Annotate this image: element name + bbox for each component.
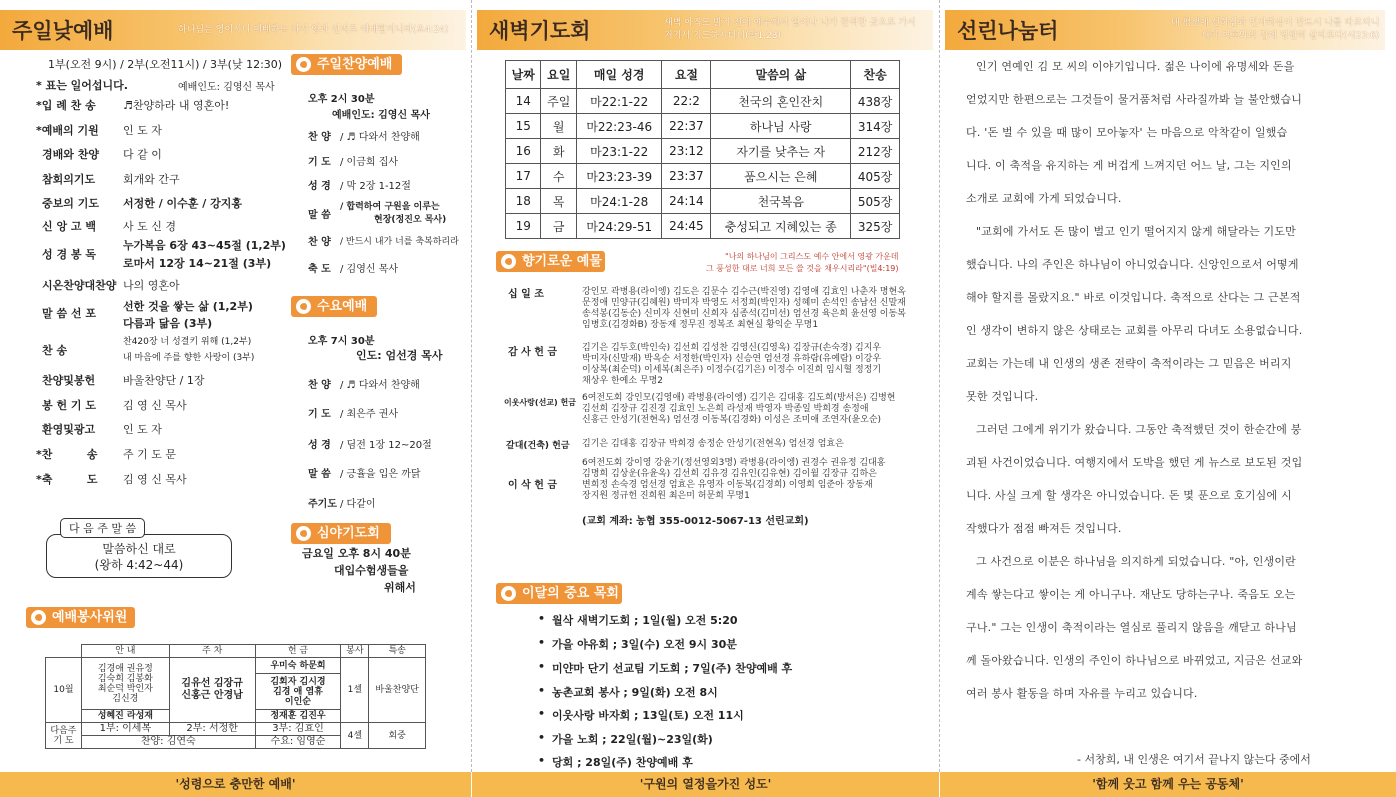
table-cell: 찬양: 김연숙 (81, 736, 255, 749)
table-cell: 마22:23-46 (576, 114, 662, 139)
order-value: 로마서 12장 14~21절 (3부) (123, 257, 272, 270)
footer-motto: '성령으로 충만한 예배' (0, 772, 471, 797)
order-label: *축 도 (36, 473, 98, 486)
table-cell: 1부: 이세복 (81, 723, 169, 736)
table-header: 요절 (662, 61, 711, 89)
table-header: 요일 (541, 61, 576, 89)
story-line: 그 사건으로 이분은 하나님을 의지하게 되었습니다. "아, 인생이란 (976, 555, 1297, 568)
list-item: • 가을 야유회 ; 3일(수) 오전 9시 30분 (552, 636, 737, 652)
table-cell: 우미숙 하문희 (255, 658, 341, 674)
praise-leader: 예배인도: 김영신 목사 (332, 110, 430, 121)
table-header: 봉사 (341, 645, 369, 658)
table-cell: 품으시는 은혜 (711, 164, 851, 189)
table-cell: 다음주 기 도 (46, 723, 82, 749)
sharing-header (945, 10, 1385, 50)
table-cell: 18 (506, 189, 541, 214)
table-cell: 마22:1-22 (576, 89, 662, 114)
wednesday-item-label: 성 경 (308, 440, 331, 451)
story-line: 계속 쌓는다고 쌓이는 게 아니구나. 재난도 당하는구나. 죽음도 오는 (966, 588, 1296, 601)
table-cell: 마24:1-28 (576, 189, 662, 214)
story-line: 해야 할지를 몰랐지요." 바로 이것입니다. 축적으로 산다는 그 근본적 (966, 291, 1301, 304)
story-line: 괴된 사건이었습니다. 여행지에서 도박을 했던 게 뉴스로 보도된 것입 (966, 456, 1303, 469)
night-title: 심야기도회 (317, 526, 380, 541)
list-item: • 미얀마 단기 선교팀 기도회 ; 7일(주) 찬양예배 후 (552, 660, 792, 676)
service-badge (26, 607, 135, 628)
table-cell: 15 (506, 114, 541, 139)
offering-names: 김기은 김대홍 김장규 박희경 송정순 안성기(전현옥) 엄선경 엄효은 (582, 439, 844, 449)
table-cell: 314장 (851, 114, 900, 139)
worship-leader: 예배인도: 김영신 목사 (178, 82, 275, 93)
list-item: • 가을 노회 ; 22일(월)~23일(화) (552, 731, 713, 747)
praise-item-value: / 막 2장 1-12절 (340, 181, 411, 192)
table-cell: 천국의 혼인잔치 (711, 89, 851, 114)
table-cell: 수요: 임영순 (255, 736, 341, 749)
table-header: 매일 성경 (576, 61, 662, 89)
story-line: 구나." 그는 인생이 축적이라는 열심로 풀리지 않음을 깨닫고 하나님 (966, 621, 1297, 634)
section-bullet-icon (501, 586, 516, 601)
order-value: 찬420장 너 성결키 위해 (1,2부) (123, 337, 252, 347)
story-source: - 서창희, 내 인생은 여기서 끝나지 않는다 중에서 (1077, 753, 1311, 766)
order-label: 신 앙 고 백 (42, 220, 96, 233)
order-value: 주 기 도 문 (123, 448, 176, 461)
wednesday-leader: 인도: 엄선경 목사 (356, 349, 443, 362)
order-label: 경배와 찬양 (42, 148, 99, 161)
order-label: 성 경 봉 독 (42, 248, 96, 261)
table-cell: 정재훈 김진우 (255, 710, 341, 723)
praise-item-label: 기 도 (308, 157, 331, 168)
order-label: 찬양및봉헌 (42, 374, 96, 387)
monthly-title: 이달의 중요 목회 (522, 586, 619, 601)
table-cell: 2부: 서정한 (169, 723, 255, 736)
story-line: 인 생각이 변하지 않은 상태로는 교회를 아무리 다녀도 소용없습니다. (966, 324, 1303, 337)
story-line: 여러 봉사 활동을 하며 자유를 누리고 있습니다. (966, 687, 1198, 700)
worship-verse: 하나님은 영이시니 예배하는 자가 영과 진리로 예배할지니라(요4:24) (178, 25, 449, 35)
table-cell: 22:2 (662, 89, 711, 114)
column-divider (471, 0, 472, 772)
order-value: 김 영 신 목사 (123, 399, 187, 412)
offering-category: 감 사 헌 금 (508, 347, 558, 358)
order-label: 말 씀 선 포 (42, 307, 96, 320)
order-label: *예배의 기원 (36, 124, 99, 137)
order-value: 김 영 신 목사 (123, 473, 187, 486)
praise-item-label: 말 씀 (308, 210, 331, 221)
dawn-table (505, 60, 900, 239)
table-cell: 505장 (851, 189, 900, 214)
story-line: "교회에 가서도 돈 많이 벌고 인기 떨어지지 않게 해달라는 기도만 (976, 225, 1297, 238)
table-cell: 성혜진 라성재 (81, 710, 169, 723)
table-cell (46, 645, 82, 658)
wednesday-item-label: 말 씀 (308, 469, 331, 480)
sharing-title: 선린나눔터 (957, 19, 1059, 43)
table-cell: 수 (541, 164, 576, 189)
table-row (46, 723, 426, 736)
praise-item-value: / 김영신 목사 (340, 264, 399, 275)
wednesday-item-label: 기 도 (308, 409, 331, 420)
praise-item-value: 현장(정진오 목사) (374, 215, 447, 225)
table-header: 특송 (369, 645, 426, 658)
table-cell: 주일 (541, 89, 576, 114)
story-line: 다. '돈 벌 수 있을 때 많이 모아놓자' 는 마음으로 악착같이 일했습 (966, 126, 1288, 139)
story-line: 그러던 그에게 위기가 왔습니다. 그동안 축적했던 것이 한순간에 붕 (976, 423, 1302, 436)
section-bullet-icon (501, 254, 516, 269)
list-item: • 농촌교회 봉사 ; 9일(화) 오전 8시 (552, 684, 718, 700)
stand-note: * 표는 일어섭니다. (36, 79, 128, 92)
order-label: 참회의기도 (42, 173, 96, 186)
offering-category: 이 삭 헌 금 (508, 480, 558, 491)
sharing-story (966, 50, 1362, 710)
table-cell: 17 (506, 164, 541, 189)
story-line: 인기 연예인 김 모 씨의 이야기입니다. 젊은 나이에 유명세와 돈을 (976, 60, 1295, 73)
story-line: 얻었지만 한편으로는 그것들이 물거품처럼 사라질까봐 늘 불안했습니 (966, 93, 1303, 106)
order-value: 선한 것을 쌓는 삶 (1,2부) (123, 300, 253, 313)
table-cell: 회중 (369, 723, 426, 749)
praise-item-label: 찬 양 (308, 132, 331, 143)
table-cell: 10월 (46, 658, 82, 723)
praise-item-label: 찬 양 (308, 237, 331, 248)
order-label: 중보의 기도 (42, 197, 99, 210)
footer-motto: '함께 웃고 함께 우는 공동체' (940, 772, 1396, 797)
order-value: 누가복음 6장 43~45절 (1,2부) (123, 239, 286, 252)
wednesday-item-label: 주기도 (308, 499, 337, 510)
praise-badge (291, 54, 402, 75)
table-cell: 24:45 (662, 214, 711, 239)
column-divider (939, 0, 940, 772)
offering-category: 십 일 조 (508, 289, 544, 300)
order-label: 환영및광고 (42, 423, 96, 436)
dawn-title: 새벽기도회 (489, 19, 591, 43)
table-cell: 405장 (851, 164, 900, 189)
table-cell: 김경애 권유정 김숙희 김봉화 최순덕 박인자 김신경 (81, 658, 169, 710)
offering-names: 김기은 김두호(박인숙) 김선희 김성찬 김영신(김영옥) 김장규(손숙경) 김지우 박미자(신말재) 박옥순 서정한(박인자) 신승연 엄선경 유하람(유예람) 이강우 이상복(최순덕) 이세복(최은주) 이정수(김기은) 이정수 이진희 임시혈 정정기 채상우 한예소 무명2 (582, 343, 882, 386)
table-header: 찬송 (851, 61, 900, 89)
table-row (506, 139, 900, 164)
night-line1: 금요일 오후 8시 40분 (302, 547, 411, 560)
footer-motto: '구원의 열정을가진 성도' (472, 772, 939, 797)
table-row (506, 164, 900, 189)
order-value: 다름과 닮음 (3부) (123, 317, 213, 330)
offering-names: 6여전도회 강이영 강윤기(정선영외3명) 곽병용(라이엥) 권경수 권유정 김대홍 김명희 김상운(유윤옥) 김선희 김유경 김유인(김유현) 김이월 김장규 김하은 변희정 손숙경 엄선경 엄효은 유영자 이동복(김경희) 이영희 임준아 장동재 장지원 정규헌 진희원 최은미 허문희 무명1 (582, 458, 886, 501)
wednesday-item-value: / 딤전 1장 12~20절 (340, 440, 432, 451)
table-cell: 23:12 (662, 139, 711, 164)
order-value: ♬찬양하라 내 영혼아! (123, 99, 230, 112)
praise-item-label: 축 도 (308, 264, 331, 275)
order-value: 서정한 / 이수훈 / 강지홍 (123, 197, 242, 210)
table-cell: 자기를 낮추는 자 (711, 139, 851, 164)
table-cell: 212장 (851, 139, 900, 164)
next-sermon-ref: (왕하 4:42~44) (94, 558, 184, 572)
table-cell: 김회자 김시경 김경 애 염휴 이인순 (255, 674, 341, 710)
list-item: • 월삭 새벽기도회 ; 1일(월) 오전 5:20 (552, 612, 738, 628)
night-badge (291, 523, 391, 544)
wednesday-time: 오후 7시 30분 (308, 336, 375, 347)
table-row (506, 61, 900, 89)
table-header: 말씀의 삶 (711, 61, 851, 89)
table-row (506, 114, 900, 139)
story-line: 니다. 이 축적을 유지하는 게 버겁게 느껴지던 어느 날, 그는 지인의 (966, 159, 1292, 172)
wednesday-item-value: / 긍휼을 입은 까닭 (340, 469, 421, 480)
order-label: *입 례 찬 송 (36, 99, 96, 112)
monthly-badge (496, 583, 622, 604)
table-cell: 천국복음 (711, 189, 851, 214)
table-cell: 19 (506, 214, 541, 239)
table-cell: 김유선 김장규 신홍근 안경남 (169, 658, 255, 723)
order-value: 회개와 간구 (123, 173, 180, 186)
table-cell: 마23:23-39 (576, 164, 662, 189)
worship-title: 주일낮예배 (12, 19, 114, 43)
offering-badge (496, 251, 605, 272)
offering-names: 강인모 곽병용(라이엥) 김도은 김문수 김수근(박진영) 김영애 김효인 나춘자 명현옥 문정애 민양규(김혜원) 박미자 박영도 서정희(박인자) 성혜미 손석인 송남선 신말재 송석봉(김동순) 신미자 신현미 신희자 심종석(김미선) 엄선경 육은희 윤선영 이동복 임병호(김경화B) 장동재 정무진 정복조 최현실 황익순 무명1 (582, 287, 906, 330)
wednesday-item-value: / ♬ 다와서 찬양해 (340, 380, 420, 391)
offering-title: 향기로운 예물 (522, 254, 602, 269)
table-cell: 충성되고 지혜있는 종 (711, 214, 851, 239)
church-account: (교회 계좌: 농협 355-0012-5067-13 선린교회) (582, 516, 809, 527)
story-line: 교회는 가는데 내 인생의 생존 전략이 축적이라는 그 믿음은 버리지 (966, 357, 1292, 370)
next-sermon-title: 말씀하신 대로 (102, 542, 176, 556)
night-line3: 위해서 (384, 581, 416, 594)
table-cell: 3부: 김효인 (255, 723, 341, 736)
table-cell: 월 (541, 114, 576, 139)
worship-header (0, 10, 466, 50)
table-cell: 목 (541, 189, 576, 214)
story-line: 께 돌아왔습니다. 인생의 주인이 하나님으로 바뀌었고, 지금은 선교와 (966, 654, 1303, 667)
list-item: • 이웃사랑 바자회 ; 13일(토) 오전 11시 (552, 707, 744, 723)
table-cell: 4셀 (341, 723, 369, 749)
offering-verse: "나의 하나님이 그리스도 예수 안에서 영광 가운데 그 풍성한 대로 너희 모든 쓸 것을 채우시리라"(빌4:19) (706, 252, 899, 273)
sharing-verse: 내 평생에 선하심과 인자하심이 반드시 나를 따르리니 내가 여호와의 집에 영원히 살리로다(시23:6) (1171, 18, 1380, 41)
table-row (506, 189, 900, 214)
table-header: 날짜 (506, 61, 541, 89)
order-label: 찬 송 (42, 344, 68, 357)
story-line: 소개로 교회에 가게 되었습니다. (966, 192, 1122, 205)
service-title: 예배봉사위원 (52, 610, 128, 625)
story-line: 했습니다. 나의 주인은 하나님이 아니었습니다. 신앙인으로서 어떻게 (966, 258, 1299, 271)
order-value: 인 도 자 (123, 423, 162, 436)
praise-item-label: 성 경 (308, 181, 331, 192)
order-value: 바울찬양단 / 1장 (123, 374, 205, 387)
table-header: 안 내 (81, 645, 169, 658)
table-cell: 화 (541, 139, 576, 164)
table-cell: 325장 (851, 214, 900, 239)
section-bullet-icon (31, 610, 46, 625)
table-cell: 438장 (851, 89, 900, 114)
section-bullet-icon (296, 526, 311, 541)
praise-item-value: / ♬ 다와서 찬양해 (340, 132, 420, 143)
dawn-header (477, 10, 933, 50)
order-label: 봉 헌 기 도 (42, 399, 96, 412)
table-header: 헌 금 (255, 645, 341, 658)
table-cell: 23:37 (662, 164, 711, 189)
list-item: • 당회 ; 28일(주) 찬양예배 후 (552, 754, 693, 770)
table-cell: 24:14 (662, 189, 711, 214)
table-cell: 하나님 사랑 (711, 114, 851, 139)
table-cell: 바울찬양단 (369, 658, 426, 723)
table-row (46, 645, 426, 658)
next-sermon-box (46, 534, 232, 578)
order-value: 인 도 자 (123, 124, 162, 137)
offering-category: 이웃사랑(선교) 헌금 (504, 398, 576, 407)
order-value: 내 마음에 주를 향한 사랑이 (3부) (123, 353, 255, 363)
story-line: 작했다가 점점 빠져든 것입니다. (966, 522, 1122, 535)
offering-category: 갈대(건축) 헌금 (506, 441, 570, 451)
order-label: *찬 송 (36, 448, 98, 461)
praise-item-value: / 이금희 집사 (340, 157, 399, 168)
order-value: 나의 영혼아 (123, 279, 180, 292)
wednesday-item-value: / 최은주 권사 (340, 409, 399, 420)
table-cell: 14 (506, 89, 541, 114)
table-cell: 마23:1-22 (576, 139, 662, 164)
next-sermon-label: 다 음 주 말 씀 (60, 518, 145, 538)
praise-time: 오후 2시 30분 (308, 94, 375, 105)
praise-item-value: / 합력하여 구원을 이루는 (340, 202, 440, 212)
table-row (506, 89, 900, 114)
order-value: 다 같 이 (123, 148, 162, 161)
order-label: 시온찬양대찬양 (42, 279, 117, 292)
praise-title: 주일찬양예배 (317, 57, 393, 72)
praise-item-value: / 반드시 내가 너를 축복하리라 (340, 237, 459, 247)
wednesday-item-value: / 다같이 (340, 499, 376, 510)
section-bullet-icon (296, 299, 311, 314)
wednesday-badge (291, 296, 377, 317)
table-row (506, 214, 900, 239)
story-line: 니다. 사실 크게 할 생각은 아니었습니다. 돈 몇 푼으로 호기심에 시 (966, 489, 1292, 502)
wednesday-item-label: 찬 양 (308, 380, 331, 391)
wednesday-title: 수요예배 (317, 299, 368, 314)
story-line: 못한 것입니다. (966, 390, 1039, 403)
worship-times: 1부(오전 9시) / 2부(오전11시) / 3부(낮 12:30) (48, 58, 283, 71)
table-cell: 16 (506, 139, 541, 164)
offering-names: 6여전도회 강인모(김영애) 곽병용(라이엥) 김기은 김대홍 김도희(방서은) 김병현 김선희 김장규 김진경 김효인 노은희 라성재 박영자 박종일 박희경 송정애 신홍근 안성기(전현옥) 엄선경 이동복(김경화) 이성은 조미애 조연자(윤오순) (582, 393, 896, 425)
section-bullet-icon (296, 57, 311, 72)
table-cell: 금 (541, 214, 576, 239)
dawn-verse: 새벽 아직도 밝기 전에 예수께서 일어나 나가 한적한 곳으로 가서 거기서 기도하시더니(막1:23) (664, 18, 916, 41)
night-line2: 대입수험생들을 (334, 564, 409, 577)
order-value: 사 도 신 경 (123, 220, 176, 233)
table-header: 주 차 (169, 645, 255, 658)
table-cell: 22:37 (662, 114, 711, 139)
service-table (45, 644, 426, 749)
table-row (46, 658, 426, 674)
table-cell: 마24:29-51 (576, 214, 662, 239)
table-cell: 1셀 (341, 658, 369, 723)
